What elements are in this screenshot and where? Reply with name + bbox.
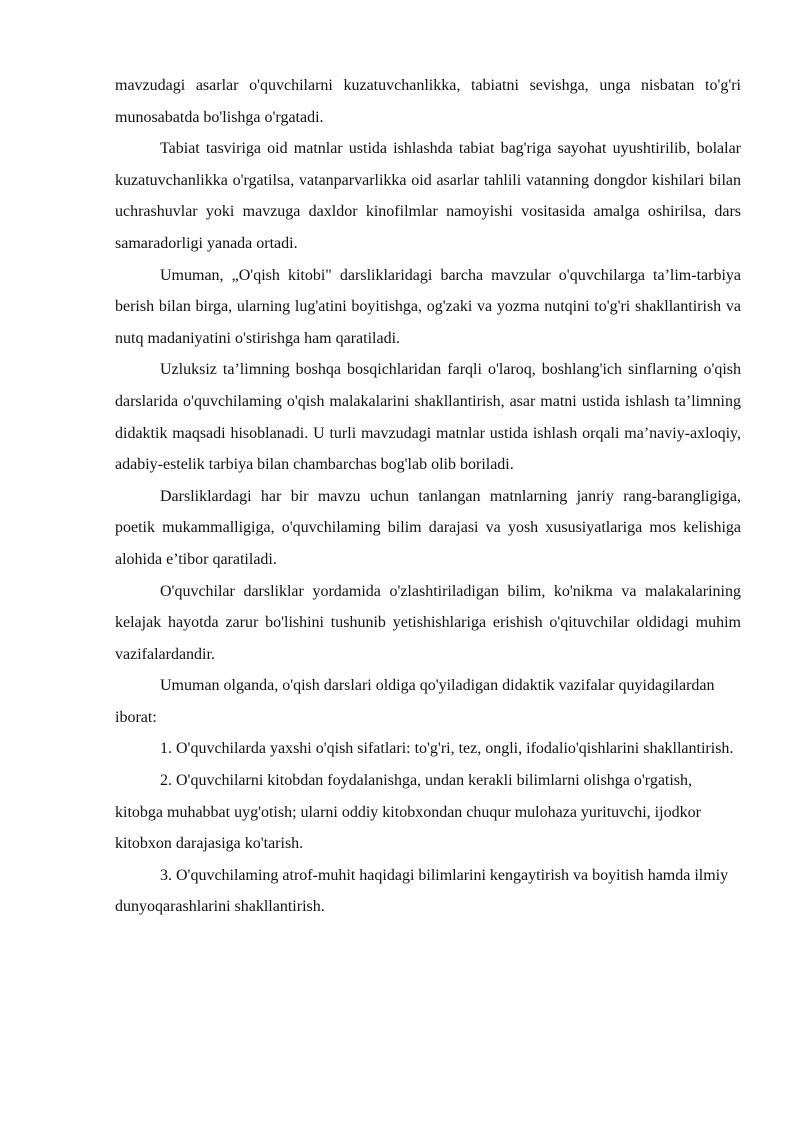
paragraph-continuous-education: Uzluksiz ta’limning boshqa bosqichlaridan farqli o'laroq, boshlang'ich sinflarning o'qish darslarida o'quvchilaming o'qish malakalarini shakllantirish, asar matni ustida ishlash ta’limning didaktik maqsadi hisoblanadi. U turli mavzudagi matnlar ustida ishlash orqali ma’naviy-axloqiy, adabiy-estelik tarbiya bilan chambarchas bog'lab olib boriladi. (115, 361, 741, 474)
paragraph-didactic-intro: Umuman olganda, o'qish darslari oldiga qo'yiladigan didaktik vazifalar quyidagilardan iborat: (115, 677, 715, 726)
list-item-3: 3. O'quvchilaming atrof-muhit haqidagi bilimlarini kengaytirish va boyitish hamda ilmiy dunyoqarashlarini shakllantirish. (115, 866, 729, 916)
paragraph-teacher-tasks: O'quvchilar darsliklar yordamida o'zlashtiriladigan bilim, ko'nikma va malakalarining kelajak hayotda zarur bo'lishini tushunib yetishishlariga erishish o'qituvchilar oldidagi muhim vazifalardandir. (115, 582, 741, 663)
paragraph-reading-book: Umuman, „O'qish kitobi" darsliklaridagi barcha mavzular o'quvchilarga ta’lim-tarbiya berish bilan birga, ularning lug'atini boyitishga, og'zaki va yozma nutqini to'g'ri shakllantirish va nutq madaniyatini o'stirishga ham qaratiladi. (115, 266, 741, 347)
paragraph-continuation: mavzudagi asarlar o'quvchilarni kuzatuvchanlikka, tabiatni sevishga, unga nisbatan to'g'ri munosabatda bo'lishga o'rgatadi. (115, 77, 741, 126)
list-item-1: 1. O'quvchilarda yaxshi o'qish sifatlari: to'g'ri, tez, ongli, ifodalio'qishlarini shakllantirish. (160, 740, 734, 758)
paragraph-nature-texts: Tabiat tasviriga oid matnlar ustida ishlashda tabiat bag'riga sayohat uyushtirilib, bolalar kuzatuvchanlikka o'rgatilsa, vatanparvarlikka oid asarlar tahlili vatanning dongdor kishilari bilan uchrashuvlar yoki mavzuga daxldor kinofilmlar namoyishi vositasida amalga oshirilsa, dars samaradorligi yanada ortadi. (115, 140, 741, 252)
document-page (115, 70, 741, 923)
list-item-2: 2. O'quvchilarni kitobdan foydalanishga, undan kerakli bilimlarni olishga o'rgatish, kitobga muhabbat uyg'otish; ularni oddiy kitobxondan chuqur mulohaza yurituvchi, ijodkor kitobxon darajasiga ko'tarish. (115, 772, 701, 853)
paragraph-textbook-topics: Darsliklardagi har bir mavzu uchun tanlangan matnlarning janriy rang-barangligiga, poetik mukammalligiga, o'quvchilaming bilim darajasi va yosh xususiyatlariga mos kelishiga alohida e’tibor qaratiladi. (115, 487, 741, 568)
